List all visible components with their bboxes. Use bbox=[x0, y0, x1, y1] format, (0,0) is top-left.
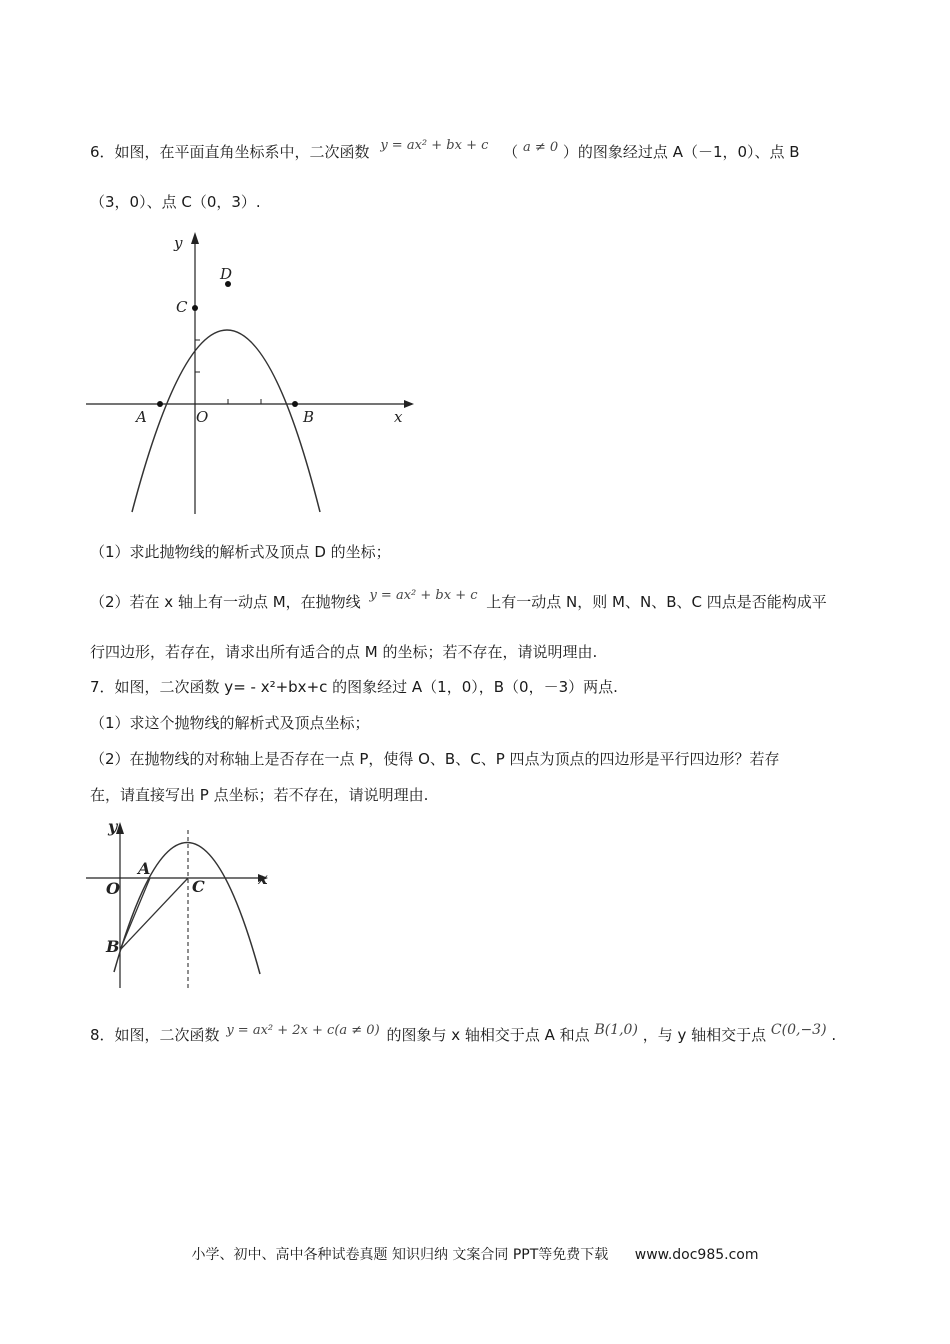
q6-parabola bbox=[132, 330, 320, 512]
q8-point-B: B(1,0) bbox=[594, 1022, 638, 1038]
q8-point-C: C(0,−3) bbox=[770, 1022, 827, 1038]
q8-formula: y = ax² + 2x + c(a ≠ 0) bbox=[226, 1023, 380, 1038]
q7-segment-BC bbox=[120, 878, 188, 950]
q8-text-a: 8．如图，二次函数 bbox=[90, 1026, 220, 1044]
q6-y-arrow bbox=[191, 232, 199, 244]
q6-part1: （1）求此抛物线的解析式及顶点 D 的坐标； bbox=[90, 543, 391, 561]
q6-point-C bbox=[192, 305, 198, 311]
page-footer bbox=[0, 1244, 950, 1264]
q8-text-c: ，与 y 轴相交于点 bbox=[642, 1026, 767, 1044]
q6-line1 bbox=[90, 138, 800, 164]
q6-text-b: ）的图象经过点 A（－1，0）、点 B bbox=[562, 143, 800, 161]
q6-formula: y = ax² + bx + c bbox=[380, 138, 489, 153]
q7-part2-line2: 在，请直接写出 P 点坐标；若不存在，请说明理由. bbox=[90, 786, 429, 804]
q6-label-B: B bbox=[303, 408, 315, 426]
footer-text: 小学、初中、高中各种试卷真题 知识归纳 文案合同 PPT等免费下载 bbox=[191, 1247, 609, 1263]
q7-line1: 7．如图，二次函数 y= - x²+bx+c 的图象经过 A（1，0），B（0，－3）两点. bbox=[90, 678, 618, 696]
q7-part2-line1: （2）在抛物线的对称轴上是否存在一点 P，使得 O、B、C、P 四点为顶点的四边形是平行四边形？若存 bbox=[90, 750, 780, 768]
q6-condition: a ≠ 0 bbox=[522, 140, 559, 155]
q6-text-a: 6．如图，在平面直角坐标系中，二次函数 bbox=[90, 143, 370, 161]
q7-label-x: x bbox=[258, 869, 268, 888]
q6-line2: （3，0）、点 C（0，3）. bbox=[90, 193, 261, 211]
q7-label-C: C bbox=[192, 877, 205, 896]
q6-part2-line1 bbox=[90, 588, 827, 614]
q6-part2-formula: y = ax² + bx + c bbox=[369, 588, 478, 603]
q6-x-arrow bbox=[404, 400, 414, 408]
q7-segment-BA bbox=[120, 878, 150, 950]
q6-label-D: D bbox=[220, 265, 233, 283]
q6-label-C: C bbox=[176, 298, 188, 316]
q7-part1: （1）求这个抛物线的解析式及顶点坐标； bbox=[90, 714, 370, 732]
q8-text-b: 的图象与 x 轴相交于点 A 和点 bbox=[386, 1026, 590, 1044]
q6-label-y: y bbox=[174, 234, 183, 252]
q7-label-B: B bbox=[106, 937, 120, 956]
q7-label-O: O bbox=[106, 879, 120, 898]
footer-url[interactable]: www.doc985.com bbox=[634, 1247, 759, 1263]
q6-point-A bbox=[157, 401, 163, 407]
q7-label-A: A bbox=[138, 859, 151, 878]
q6-part2-text-b: 上有一动点 N，则 M、N、B、C 四点是否能构成平 bbox=[486, 593, 827, 611]
q6-label-x: x bbox=[394, 408, 403, 426]
q8-text-d: . bbox=[831, 1026, 837, 1044]
q7-parabola bbox=[114, 842, 260, 974]
q6-part2-text-a: （2）若在 x 轴上有一动点 M，在抛物线 bbox=[90, 593, 361, 611]
q7-label-y: y bbox=[108, 817, 118, 836]
q7-figure bbox=[84, 814, 284, 994]
q6-cond-open: （ bbox=[503, 143, 519, 161]
q8-line1 bbox=[90, 1022, 837, 1047]
q6-label-O: O bbox=[196, 408, 209, 426]
q6-figure bbox=[84, 226, 424, 518]
q6-point-B bbox=[292, 401, 298, 407]
q6-label-A: A bbox=[136, 408, 147, 426]
q6-part2-line2: 行四边形，若存在，请求出所有适合的点 M 的坐标；若不存在，请说明理由. bbox=[90, 643, 598, 661]
